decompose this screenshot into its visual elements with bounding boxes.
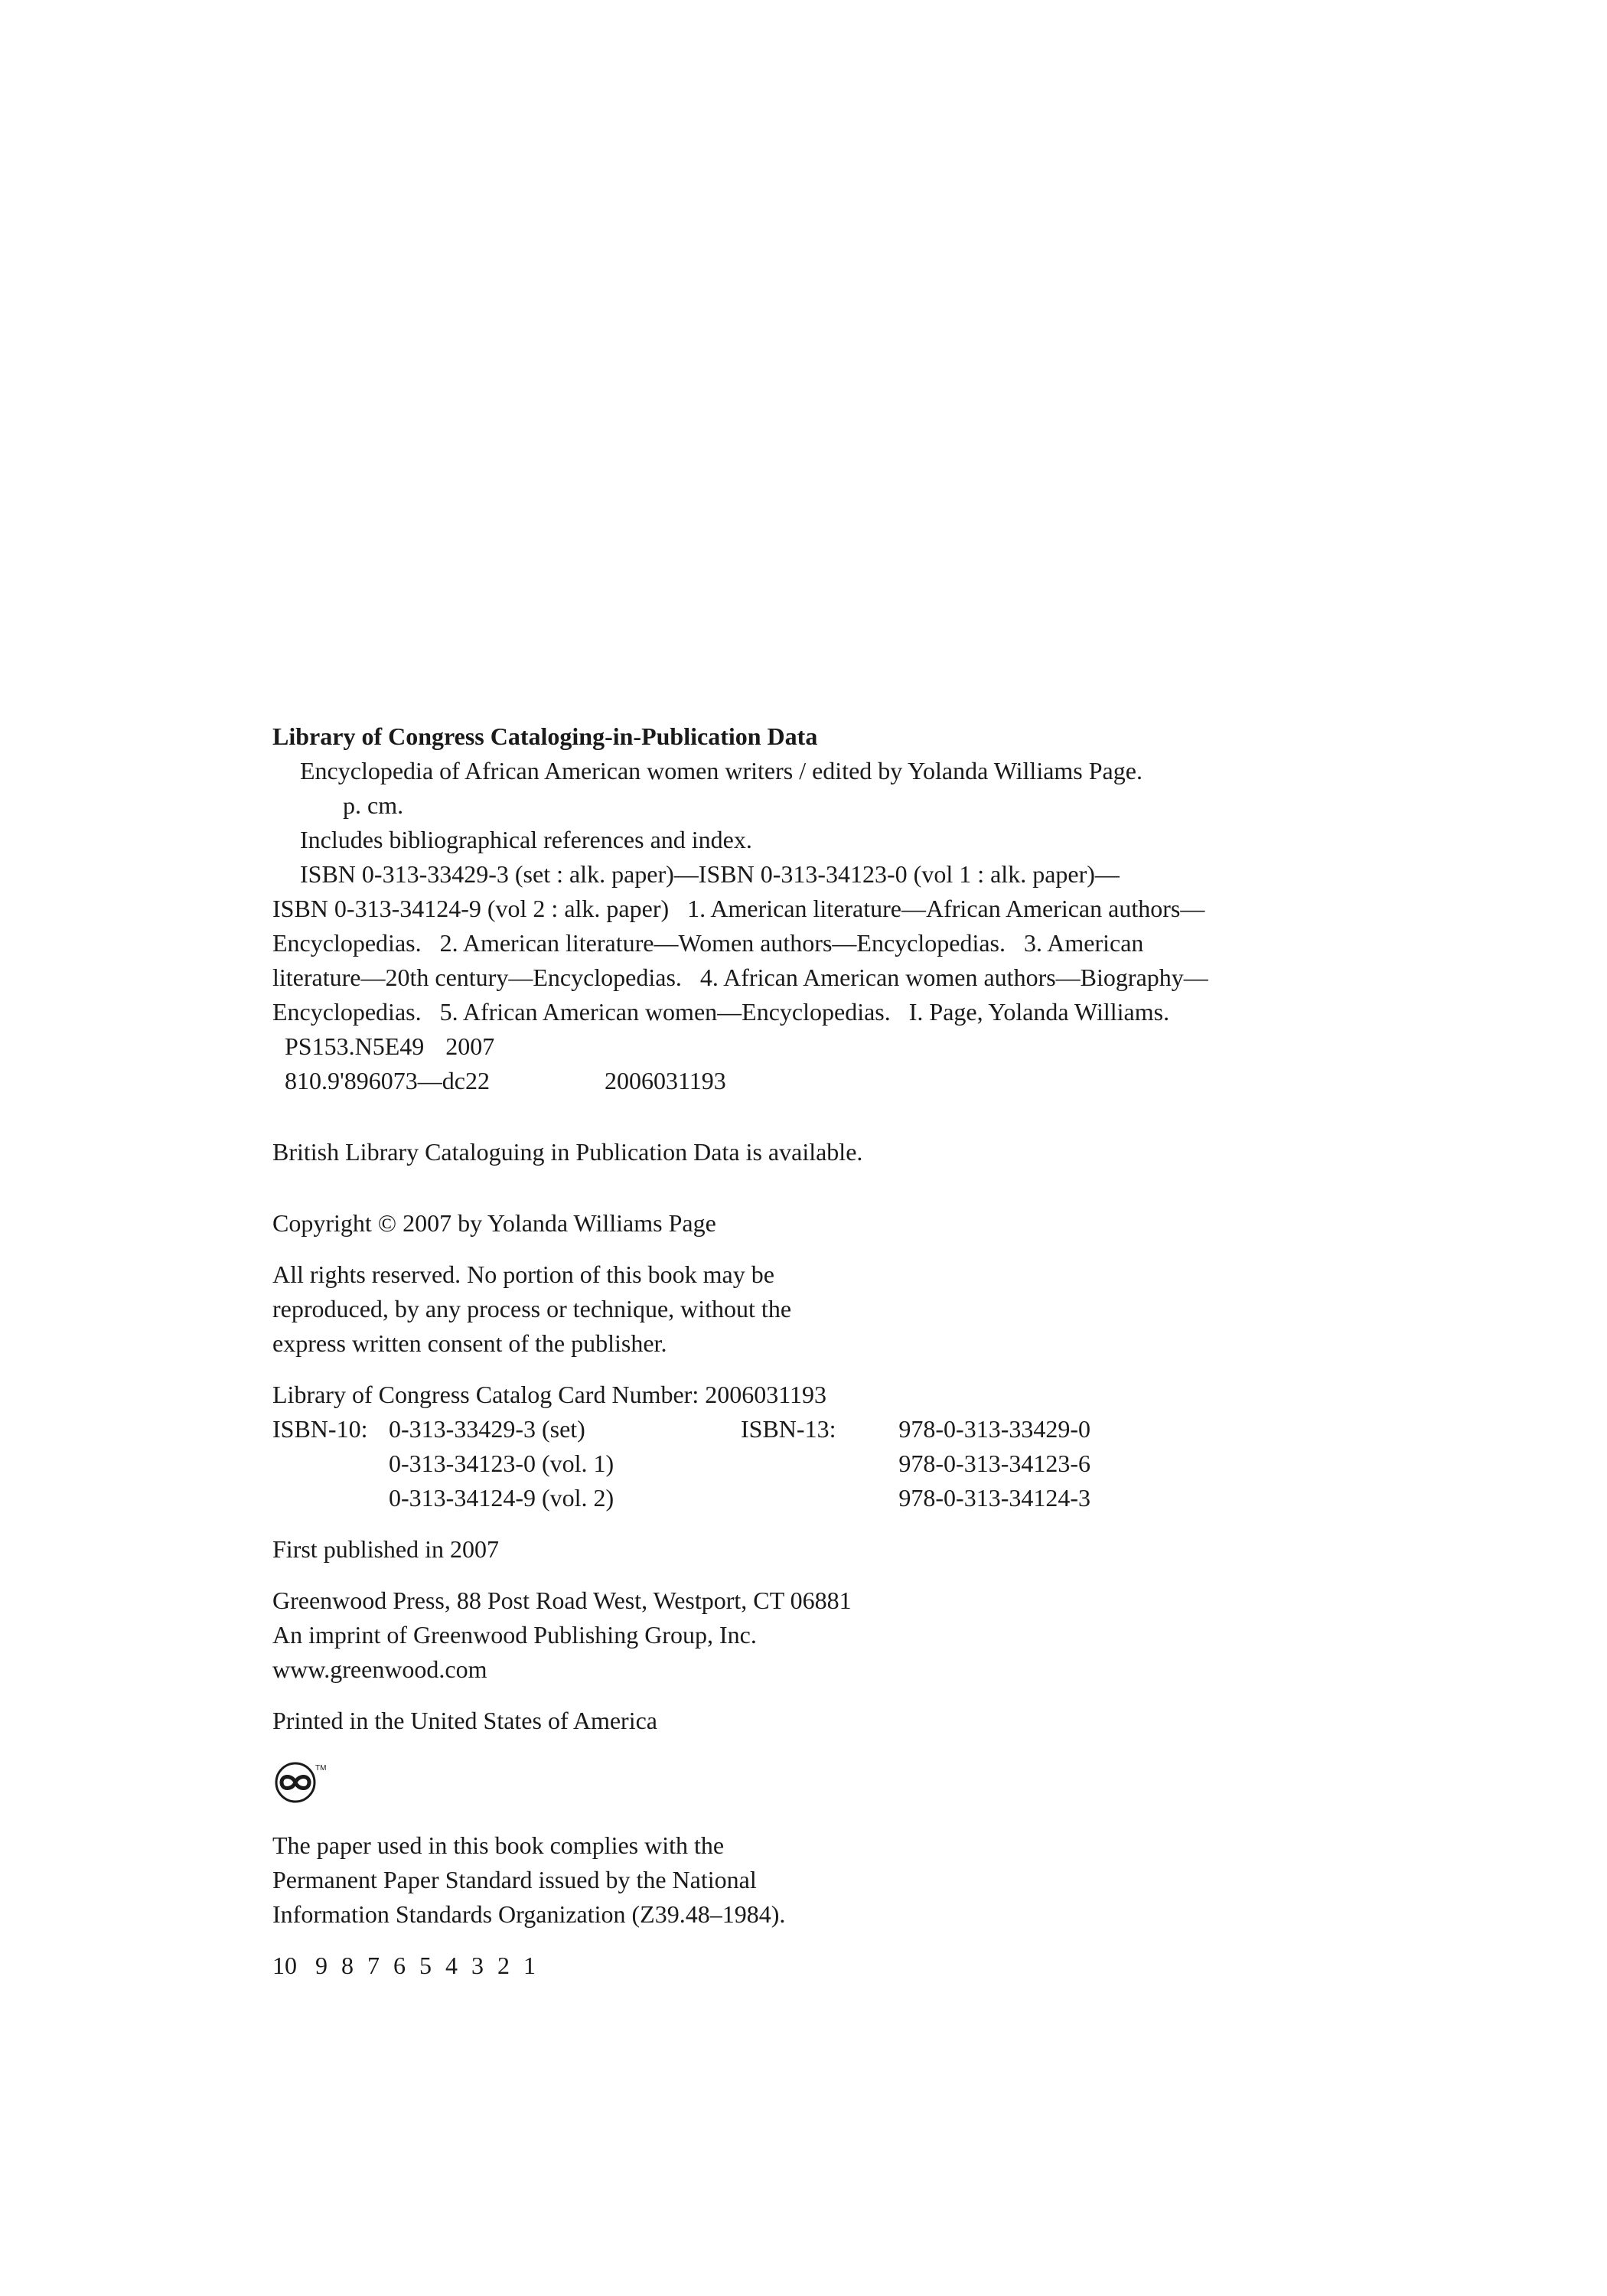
isbn13-value: 978-0-313-33429-0 — [898, 1415, 1090, 1443]
publisher-website: www.greenwood.com — [272, 1655, 487, 1683]
copyright-notice: Copyright © 2007 by Yolanda Williams Page — [272, 1209, 716, 1237]
printing-number-line — [272, 1949, 1405, 1983]
isbn10-label: ISBN-10: — [272, 1415, 368, 1443]
lc-class: PS153.N5E49 — [285, 1032, 425, 1060]
paper-line: Permanent Paper Standard issued by the National — [272, 1866, 757, 1893]
cip-pcm: p. cm. — [343, 791, 404, 819]
dewey-number: 810.9'896073—dc22 — [285, 1067, 490, 1094]
copyright-page — [272, 719, 1405, 1983]
isbn-row — [272, 1412, 1090, 1446]
lccn: 2006031193 — [604, 1067, 726, 1094]
isbn13-value: 978-0-313-34123-6 — [898, 1450, 1090, 1477]
rights-line: All rights reserved. No portion of this book may be — [272, 1261, 774, 1288]
isbn13-label: ISBN-13: — [741, 1415, 836, 1443]
printing-number: 8 — [341, 1952, 354, 1979]
printing-number: 6 — [393, 1952, 406, 1979]
isbn-row — [272, 1446, 1090, 1481]
printing-number: 1 — [523, 1952, 536, 1979]
rights-statement — [272, 1257, 1405, 1361]
cip-lc-call-number — [272, 1029, 1405, 1064]
cip-dewey-line — [272, 1064, 1405, 1098]
cip-isbn-line: ISBN 0-313-33429-3 (set : alk. paper)—ISBN 0-313-34123-0 (vol 1 : alk. paper)— — [300, 860, 1120, 888]
cip-isbn-line: Encyclopedias. 2. American literature—Women authors—Encyclopedias. 3. American — [272, 929, 1144, 957]
publisher-address: Greenwood Press, 88 Post Road West, Westport, CT 06881 — [272, 1587, 852, 1614]
paper-standard-statement — [272, 1828, 1405, 1932]
infinity-paper-permanence-icon — [272, 1760, 1405, 1805]
cip-isbn-line: ISBN 0-313-34124-9 (vol 2 : alk. paper) 1. American literature—African American authors— — [272, 895, 1205, 922]
isbn13-value: 978-0-313-34124-3 — [898, 1484, 1090, 1512]
paper-line: The paper used in this book complies with the — [272, 1831, 725, 1859]
publisher-imprint: An imprint of Greenwood Publishing Group, Inc. — [272, 1621, 757, 1649]
rights-line: reproduced, by any process or technique, without the — [272, 1295, 792, 1322]
first-published: First published in 2007 — [272, 1535, 500, 1563]
isbn10-value: 0-313-34124-9 (vol. 2) — [389, 1484, 614, 1512]
cip-isbn-line: literature—20th century—Encyclopedias. 4. African American women authors—Biography— — [272, 964, 1208, 991]
isbn-row — [272, 1481, 1090, 1515]
isbn10-value: 0-313-33429-3 (set) — [389, 1415, 585, 1443]
isbn-table — [272, 1412, 1090, 1515]
cip-includes: Includes bibliographical references and index. — [300, 826, 752, 853]
cip-title-line: Encyclopedia of African American women writers / edited by Yolanda Williams Page. — [300, 757, 1143, 784]
rights-line: express written consent of the publisher. — [272, 1329, 667, 1357]
printing-number: 10 — [272, 1952, 297, 1979]
paper-line: Information Standards Organization (Z39.48–1984). — [272, 1900, 786, 1928]
publisher-block — [272, 1583, 1405, 1687]
catalog-card-number: Library of Congress Catalog Card Number: 2006031193 — [272, 1381, 827, 1408]
printing-number: 4 — [445, 1952, 458, 1979]
printed-in: Printed in the United States of America — [272, 1707, 657, 1734]
printing-number: 5 — [419, 1952, 432, 1979]
printing-number: 9 — [315, 1952, 328, 1979]
printing-number: 2 — [497, 1952, 510, 1979]
infinity-icon-graphic — [272, 1760, 341, 1805]
lc-year: 2007 — [445, 1032, 495, 1060]
printing-number: 3 — [471, 1952, 484, 1979]
cip-heading: Library of Congress Cataloging-in-Publication Data — [272, 722, 818, 750]
trademark-label: TM — [315, 1764, 327, 1773]
cip-isbn-line: Encyclopedias. 5. African American women—Encyclopedias. I. Page, Yolanda Williams. — [272, 998, 1170, 1026]
british-library-note: British Library Cataloguing in Publication Data is available. — [272, 1138, 863, 1166]
isbn10-value: 0-313-34123-0 (vol. 1) — [389, 1450, 614, 1477]
printing-number: 7 — [367, 1952, 380, 1979]
